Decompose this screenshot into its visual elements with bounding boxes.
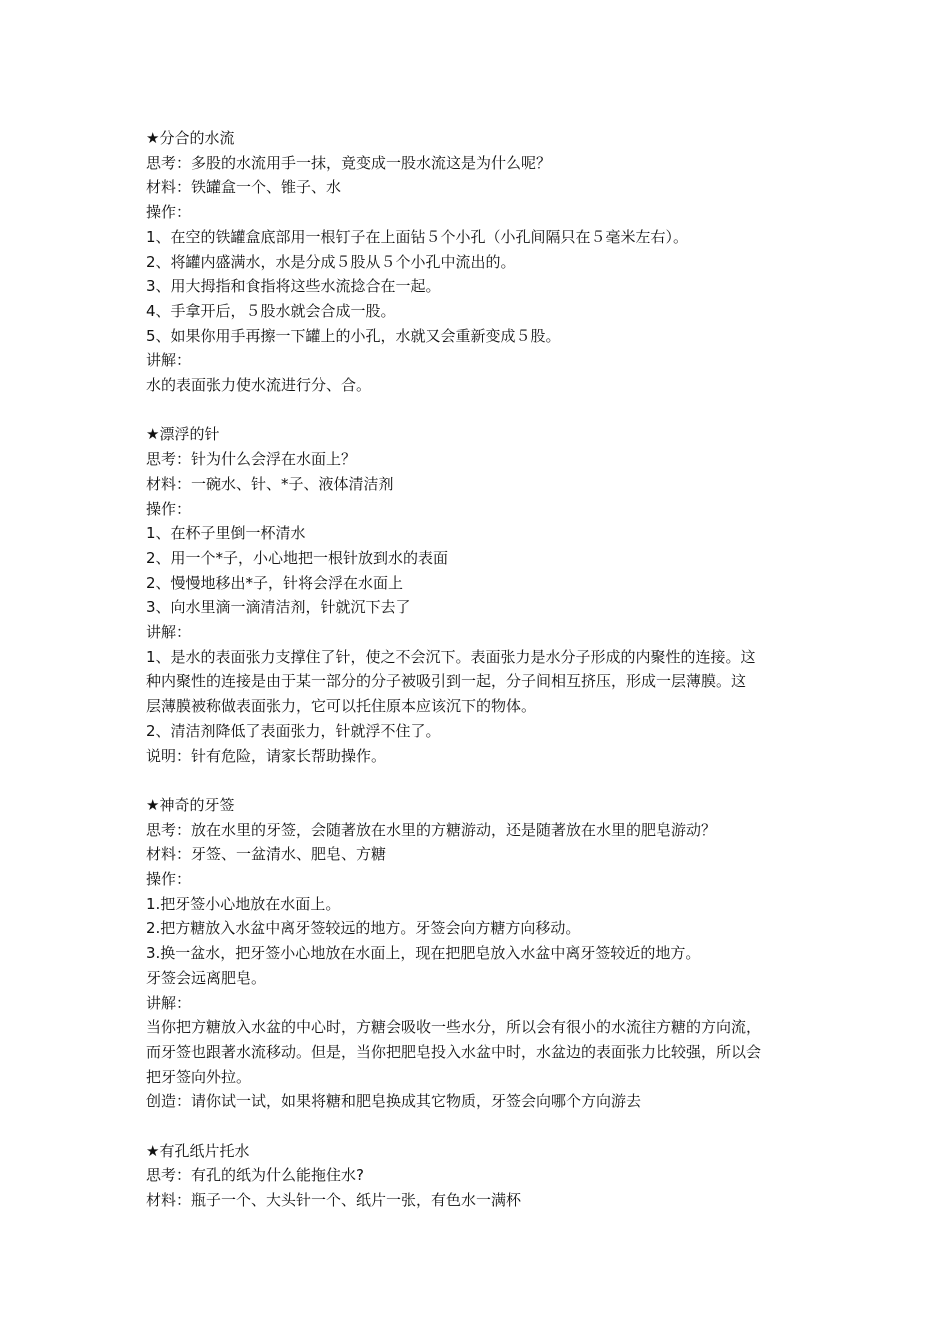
section-magic-toothpick	[146, 793, 826, 1114]
text-line: 讲解：	[146, 351, 192, 370]
text-line: 2、用一个*子，小心地把一根针放到水的表面	[146, 548, 449, 567]
text-line: 2.把方糖放入水盆中离牙签较远的地方。牙签会向方糖方向移动。	[146, 919, 581, 938]
text-line: 说明：针有危险，请家长帮助操作。	[146, 746, 387, 765]
text-line: 材料：瓶子一个、大头针一个、纸片一张，有色水一满杯	[146, 1191, 522, 1210]
document-page	[146, 126, 826, 1213]
text-line: 创造：请你试一试，如果将糖和肥皂换成其它物质，牙签会向哪个方向游去	[146, 1092, 642, 1111]
text-line: 讲解：	[146, 993, 192, 1012]
section-title: ★分合的水流	[146, 129, 235, 147]
text-line: 层薄膜被称做表面张力，它可以托住原本应该沉下的物体。	[146, 697, 537, 716]
text-line: 而牙签也跟著水流移动。但是，当你把肥皂投入水盆中时，水盆边的表面张力比较强，所以会	[146, 1042, 762, 1061]
text-line: 操作：	[146, 870, 192, 889]
text-line: 牙签会远离肥皂。	[146, 968, 267, 987]
text-line: 3、用大拇指和食指将这些水流捻合在一起。	[146, 277, 441, 296]
text-line: 材料：一碗水、针、*子、液体清洁剂	[146, 474, 394, 493]
text-line: 5、如果你用手再擦一下罐上的小孔，水就又会重新变成５股。	[146, 326, 561, 345]
text-line: 思考：有孔的纸为什么能拖住水?	[146, 1166, 364, 1185]
section-spacer	[146, 1114, 826, 1139]
text-line: 操作：	[146, 203, 192, 222]
text-line: 思考：针为什么会浮在水面上？	[146, 450, 357, 469]
text-line: 1、在杯子里倒一杯清水	[146, 524, 306, 543]
text-line: 3.换一盆水，把牙签小心地放在水面上，现在把肥皂放入水盆中离牙签较近的地方。	[146, 944, 701, 963]
text-line: 2、将罐内盛满水，水是分成５股从５个小孔中流出的。	[146, 252, 516, 271]
text-line: 当你把方糖放入水盆的中心时，方糖会吸收一些水分，所以会有很小的水流往方糖的方向流，	[146, 1018, 762, 1037]
text-line: 思考：多股的水流用手一抹，竟变成一股水流这是为什么呢？	[146, 153, 552, 172]
section-perforated-paper	[146, 1139, 826, 1213]
text-line: 2、清洁剂降低了表面张力，针就浮不住了。	[146, 721, 441, 740]
section-water-streams	[146, 126, 826, 398]
text-line: 把牙签向外拉。	[146, 1067, 252, 1086]
text-line: 1、是水的表面张力支撑住了针，使之不会沉下。表面张力是水分子形成的内聚性的连接。这	[146, 647, 756, 666]
section-floating-needle	[146, 422, 826, 768]
text-line: 材料：铁罐盒一个、锥子、水	[146, 178, 342, 197]
section-title: ★有孔纸片托水	[146, 1141, 250, 1160]
text-line: 讲解：	[146, 623, 192, 642]
text-line: 1、在空的铁罐盒底部用一根钉子在上面钻５个小孔（小孔间隔只在５毫米左右）。	[146, 227, 689, 246]
section-spacer	[146, 398, 826, 423]
section-spacer	[146, 768, 826, 793]
text-line: 操作：	[146, 499, 192, 518]
section-title: ★漂浮的针	[146, 425, 220, 444]
text-line: 1.把牙签小心地放在水面上。	[146, 894, 341, 913]
text-line: 3、向水里滴一滴清洁剂，针就沉下去了	[146, 598, 411, 617]
text-line: 种内聚性的连接是由于某一部分的分子被吸引到一起，分子间相互挤压，形成一层薄膜。这	[146, 672, 747, 691]
text-line: 材料：牙签、一盆清水、肥皂、方糖	[146, 845, 387, 864]
text-line: 思考：放在水里的牙签，会随著放在水里的方糖游动，还是随著放在水里的肥皂游动？	[146, 820, 717, 839]
section-title: ★神奇的牙签	[146, 795, 235, 814]
text-line: 4、手拿开后，５股水就会合成一股。	[146, 301, 396, 320]
text-line: 2、慢慢地移出*子，针将会浮在水面上	[146, 573, 404, 592]
text-line: 水的表面张力使水流进行分、合。	[146, 376, 372, 395]
